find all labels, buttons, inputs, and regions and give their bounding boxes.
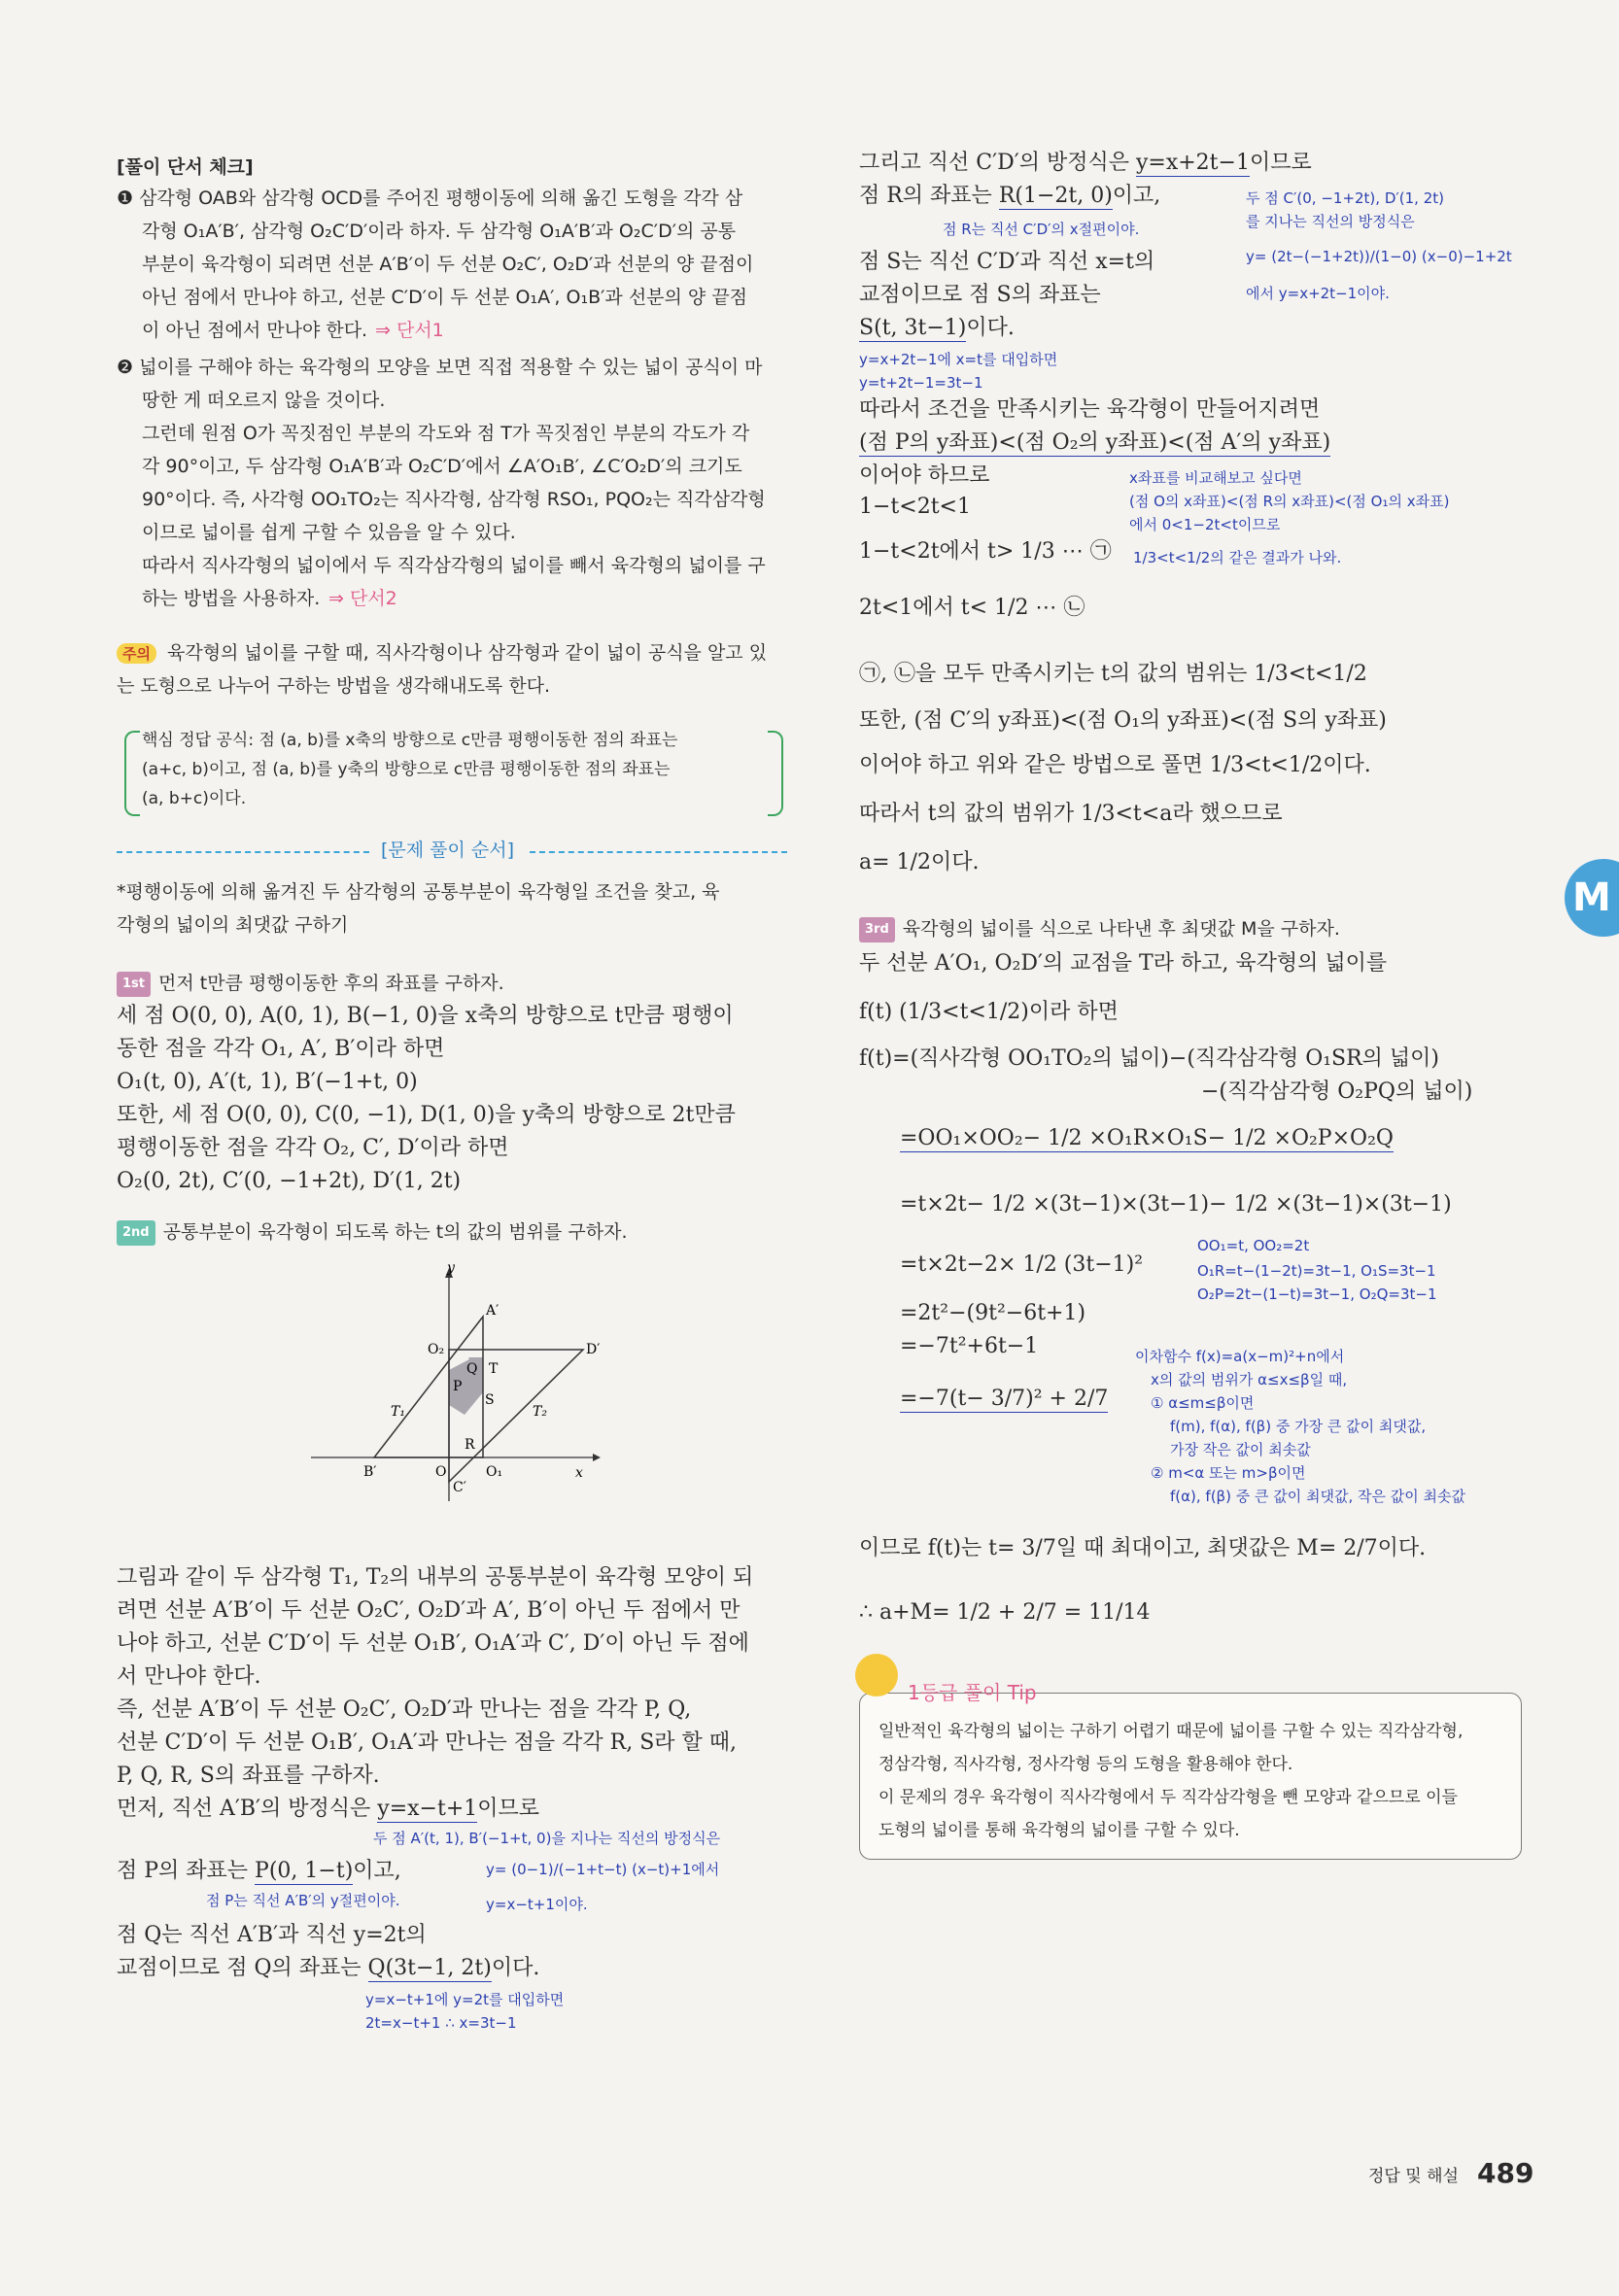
- line-AB-note: 두 점 A′(t, 1), B′(−1+t, 0)을 지나는 직선의 방정식은: [373, 1830, 721, 1847]
- step3-line: 두 선분 A′O₁, O₂D′의 교점을 T라 하고, 육각형의 넓이를: [859, 951, 1388, 976]
- key-formula-line: 핵심 정답 공식: 점 (a, b)를 x축의 방향으로 c만큼 평행이동한 점의 좌표는: [142, 731, 678, 750]
- step1-line: 또한, 세 점 O(0, 0), C(0, −1), D(1, 0)을 y축의 방향으로 2t만큼: [117, 1103, 736, 1127]
- point-S-line: 교점이므로 점 S의 좌표는: [859, 283, 1101, 307]
- step1-line: O₁(t, 0), A′(t, 1), B′(−1+t, 0): [117, 1070, 418, 1094]
- clue2-line: 따라서 직사각형의 넓이에서 두 직각삼각형의 넓이를 빼서 육각형의 넓이를 구: [142, 555, 766, 576]
- clue1-line: 각형 O₁A′B′, 삼각형 O₂C′D′이라 하자. 두 삼각형 O₁A′B′과 O₂C′D′의 공통: [142, 221, 737, 242]
- point-S-note: y=x+2t−1에 x=t를 대입하면: [859, 351, 1058, 368]
- side-tab-M[interactable]: M: [1565, 859, 1619, 937]
- point-P-note: 점 P는 직선 A′B′의 y절편이야.: [206, 1892, 400, 1909]
- body-line: 그림과 같이 두 삼각형 T₁, T₂의 내부의 공통부분이 육각형 모양이 되: [117, 1565, 754, 1590]
- inequality: 1−t<2t<1: [859, 495, 971, 519]
- graph-label: T₂: [533, 1404, 547, 1420]
- cond-note: (점 O의 x좌표)<(점 R의 x좌표)<(점 O₁의 x좌표): [1129, 493, 1450, 510]
- area-formula: =2t²−(9t²−6t+1): [900, 1301, 1086, 1325]
- point-S: S(t, 3t−1)이다.: [859, 316, 1015, 340]
- point-Q-note: 2t=x−t+1 ∴ x=3t−1: [365, 2014, 517, 2032]
- page-number: 489: [1477, 2157, 1534, 2189]
- body-line: P, Q, R, S의 좌표를 구하자.: [117, 1764, 380, 1788]
- coordinate-graph: [301, 1258, 622, 1511]
- step1-title: 먼저 t만큼 평행이동한 후의 좌표를 구하자.: [158, 973, 504, 994]
- clue2-line: 하는 방법을 사용하자.: [142, 588, 321, 609]
- range-line: 이어야 하고 위와 같은 방법으로 풀면 1/3<t<1/2이다.: [859, 753, 1371, 777]
- clue2-line: 각 90°이고, 두 삼각형 O₁A′B′과 O₂C′D′에서 ∠A′O₁B′, ∠C′O₂D′의 크기도: [142, 456, 742, 477]
- cond-note: x좌표를 비교해보고 싶다면: [1129, 469, 1302, 487]
- graph-label: T₁: [391, 1404, 405, 1420]
- caution-line: 는 도형으로 나누어 구하는 방법을 생각해내도록 한다.: [117, 675, 551, 697]
- tip-line: 이 문제의 경우 육각형이 직사각형에서 두 직각삼각형을 뺀 모양과 같으므로 이들: [878, 1788, 1458, 1807]
- clue2-line: ❷ 넓이를 구해야 하는 육각형의 모양을 보면 직접 적용할 수 있는 넓이 공식이 마: [117, 357, 763, 378]
- graph-label: B′: [363, 1464, 377, 1480]
- clue1-line: ❶ 삼각형 OAB와 삼각형 OCD를 주어진 평행이동에 의해 옮긴 도형을 각각 삼: [117, 188, 743, 209]
- point-R: 점 R의 좌표는 R(1−2t, 0)이고,: [859, 184, 1161, 208]
- graph-label: A′: [486, 1303, 499, 1319]
- point-Q-note: y=x−t+1에 y=2t를 대입하면: [365, 1991, 565, 2008]
- cond-note: 에서 0<1−2t<t이므로: [1129, 516, 1281, 533]
- tip-line: 정삼각형, 직사각형, 정사각형 등의 도형을 활용해야 한다.: [878, 1755, 1293, 1774]
- clue2-line: 90°이다. 즉, 사각형 OO₁TO₂는 직사각형, 삼각형 RSO₁, PQO₂는 직각삼각형: [142, 489, 766, 510]
- clue2-line: 그런데 원점 O가 꼭짓점인 부분의 각도와 점 T가 꼭짓점인 부분의 각도가 각: [142, 423, 750, 444]
- graph-label: Q: [466, 1361, 478, 1377]
- area-formula: =−7(t− 3/7)² + 2/7: [900, 1387, 1109, 1411]
- bee-icon: [855, 1654, 898, 1696]
- graph-label: C′: [453, 1480, 466, 1495]
- point-S-note: y=t+2t−1=3t−1: [859, 374, 983, 392]
- step3-title: 육각형의 넓이를 식으로 나타낸 후 최댓값 M을 구하자.: [902, 918, 1340, 940]
- line-CD-note: y= (2t−(−1+2t))/(1−0) (x−0)−1+2t: [1246, 248, 1512, 265]
- range-line: a= 1/2이다.: [859, 850, 980, 874]
- step2-badge: 2nd: [117, 1220, 155, 1246]
- point-P-eq: y=x−t+1이야.: [486, 1896, 588, 1913]
- graph-label: O₂: [428, 1342, 445, 1357]
- line-CD-note: 두 점 C′(0, −1+2t), D′(1, 2t): [1246, 189, 1444, 207]
- area-note: O₁R=t−(1−2t)=3t−1, O₁S=3t−1: [1197, 1262, 1436, 1280]
- inequality: 1−t<2t에서 t> 1/3 ⋯ ㉠: [859, 539, 1112, 564]
- order-desc: *평행이동에 의해 옮겨진 두 삼각형의 공통부분이 육각형일 조건을 찾고, 육: [117, 881, 720, 903]
- key-formula-line: (a, b+c)이다.: [142, 789, 247, 808]
- graph-label: P: [453, 1379, 463, 1394]
- step1-heading: [117, 972, 504, 997]
- step1-line: 세 점 O(0, 0), A(0, 1), B(−1, 0)을 x축의 방향으로 t만큼 평행이: [117, 1004, 734, 1028]
- clue1-line: 아닌 점에서 만나야 하고, 선분 C′D′이 두 선분 O₁A′, O₁B′과 선분의 양 끝점: [142, 287, 748, 308]
- graph-label: S: [485, 1392, 495, 1408]
- inequality-note: 1/3<t<1/2의 같은 결과가 나와.: [1133, 549, 1342, 566]
- area-formula: =t×2t−2× 1/2 (3t−1)²: [900, 1252, 1144, 1277]
- order-title: [문제 풀이 순서]: [381, 840, 515, 861]
- body-line: 선분 C′D′이 두 선분 O₁B′, O₁A′과 만나는 점을 각각 R, S라 할 때,: [117, 1731, 738, 1755]
- graph-label: D′: [586, 1342, 601, 1357]
- cond-line: 따라서 조건을 만족시키는 육각형이 만들어지려면: [859, 397, 1321, 422]
- point-S-line: 점 S는 직선 C′D′과 직선 x=t의: [859, 250, 1155, 274]
- area-formula: =t×2t− 1/2 ×(3t−1)×(3t−1)− 1/2 ×(3t−1)×(3t−1): [900, 1192, 1452, 1217]
- clue2-line: 이므로 넓이를 쉽게 구할 수 있음을 알 수 있다.: [142, 522, 516, 543]
- clue1-line: 이 아닌 점에서 만나야 한다.: [142, 320, 368, 341]
- key-formula-line: (a+c, b)이고, 점 (a, b)를 y축의 방향으로 c만큼 평행이동한 점의 좌표는: [142, 760, 671, 779]
- graph-label: x: [575, 1465, 583, 1481]
- range-line: 또한, (점 C′의 y좌표)<(점 O₁의 y좌표)<(점 S의 y좌표): [859, 708, 1387, 733]
- range-line: ㉠, ㉡을 모두 만족시키는 t의 값의 범위는 1/3<t<1/2: [859, 662, 1367, 686]
- graph-label: R: [465, 1437, 475, 1453]
- step3-line: f(t) (1/3<t<1/2)이라 하면: [859, 1000, 1119, 1024]
- tip-line: 일반적인 육각형의 넓이는 구하기 어렵기 때문에 넓이를 구할 수 있는 직각삼각형,: [878, 1722, 1464, 1741]
- clue1-tag: ⇒ 단서1: [375, 320, 444, 341]
- clue1-line: 부분이 육각형이 되려면 선분 A′B′이 두 선분 O₂C′, O₂D′과 선분의 양 끝점이: [142, 254, 754, 275]
- inequality: 2t<1에서 t< 1/2 ⋯ ㉡: [859, 596, 1085, 620]
- step1-badge: 1st: [117, 972, 151, 997]
- clue2-line: 땅한 게 떠오르지 않을 것이다.: [142, 390, 386, 411]
- final-answer: ∴ a+M= 1/2 + 2/7 = 11/14: [859, 1600, 1151, 1625]
- step1-line: O₂(0, 2t), C′(0, −1+2t), D′(1, 2t): [117, 1169, 462, 1193]
- section-title: [풀이 단서 체크]: [117, 156, 254, 178]
- point-Q: 교점이므로 점 Q의 좌표는 Q(3t−1, 2t)이다.: [117, 1956, 540, 1980]
- caution-badge: 주의: [117, 643, 156, 664]
- graph-label: y: [447, 1260, 455, 1276]
- graph-label: T: [489, 1361, 499, 1377]
- cond-ineq: (점 P의 y좌표)<(점 O₂의 y좌표)<(점 A′의 y좌표): [859, 430, 1331, 455]
- tip-line: 도형의 넓이를 통해 육각형의 넓이를 구할 수 있다.: [878, 1821, 1240, 1840]
- step1-line: 동한 점을 각각 O₁, A′, B′이라 하면: [117, 1037, 445, 1061]
- point-P-eq: y= (0−1)/(−1+t−t) (x−t)+1에서: [486, 1861, 720, 1878]
- area-note: O₂P=2t−(1−t)=3t−1, O₂Q=3t−1: [1197, 1285, 1437, 1303]
- body-line: 나야 하고, 선분 C′D′이 두 선분 O₁B′, O₁A′과 C′, D′이 아닌 두 점에: [117, 1631, 749, 1656]
- range-line: 따라서 t의 값의 범위가 1/3<t<a라 했으므로: [859, 802, 1283, 826]
- step2-title: 공통부분이 육각형이 되도록 하는 t의 값의 범위를 구하자.: [162, 1221, 628, 1243]
- point-P: 점 P의 좌표는 P(0, 1−t)이고,: [117, 1859, 401, 1883]
- step3-heading: [859, 917, 1340, 942]
- line-CD-note: 를 지나는 직선의 방정식은: [1246, 213, 1415, 230]
- area-note: OO₁=t, OO₂=2t: [1197, 1237, 1310, 1254]
- body-line: 서 만나야 한다.: [117, 1664, 261, 1689]
- conclusion: 이므로 f(t)는 t= 3/7일 때 최대이고, 최댓값은 M= 2/7이다.: [859, 1536, 1427, 1560]
- graph-label: O₁: [486, 1464, 503, 1480]
- step2-heading: [117, 1220, 628, 1246]
- body-line: 려면 선분 A′B′이 두 선분 O₂C′, O₂D′과 A′, B′이 아닌 두 점에서 만: [117, 1598, 741, 1623]
- tip-title: 1등급 풀이 Tip: [908, 1681, 1037, 1704]
- footer-label: 정답 및 해설: [1368, 2167, 1459, 2186]
- body-line: 즉, 선분 A′B′이 두 선분 O₂C′, O₂D′과 만나는 점을 각각 P, Q,: [117, 1697, 692, 1722]
- point-R-note: 점 R는 직선 C′D′의 x절편이야.: [943, 221, 1140, 238]
- step1-line: 평행이동한 점을 각각 O₂, C′, D′이라 하면: [117, 1136, 509, 1160]
- cond-post: 이어야 하므로: [859, 463, 990, 488]
- line-AB: 먼저, 직선 A′B′의 방정식은 y=x−t+1이므로: [117, 1797, 540, 1821]
- order-desc: 각형의 넓이의 최댓값 구하기: [117, 914, 349, 936]
- area-formula: −(직각삼각형 O₂PQ의 넓이): [1201, 1079, 1473, 1104]
- area-formula: =OO₁×OO₂− 1/2 ×O₁R×O₁S− 1/2 ×O₂P×O₂Q: [900, 1126, 1394, 1150]
- area-formula: =−7t²+6t−1: [900, 1334, 1039, 1358]
- area-formula: f(t)=(직사각형 OO₁TO₂의 넓이)−(직각삼각형 O₁SR의 넓이): [859, 1046, 1440, 1071]
- step3-badge: 3rd: [859, 917, 895, 942]
- clue2-tag: ⇒ 단서2: [328, 588, 397, 609]
- line-CD-note: 에서 y=x+2t−1이야.: [1246, 285, 1390, 302]
- caution-line: 육각형의 넓이를 구할 때, 직사각형이나 삼각형과 같이 넓이 공식을 알고 있: [167, 642, 768, 664]
- line-CD: 그리고 직선 C′D′의 방정식은 y=x+2t−1이므로: [859, 151, 1312, 175]
- graph-label: O: [435, 1464, 447, 1480]
- point-Q-line: 점 Q는 직선 A′B′과 직선 y=2t의: [117, 1923, 427, 1947]
